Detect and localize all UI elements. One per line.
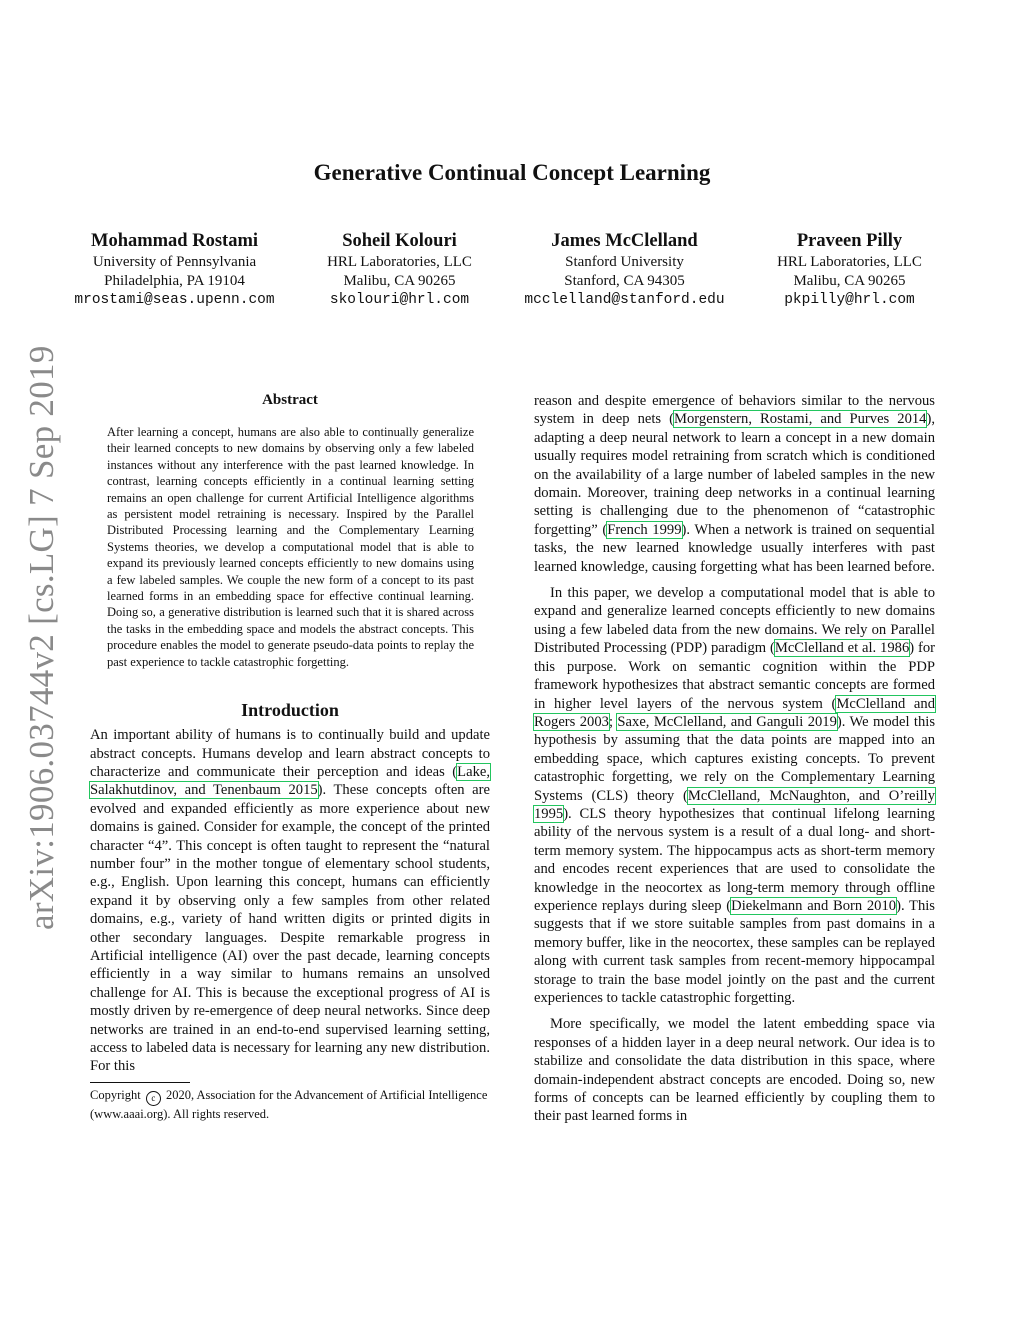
citation-link[interactable]: McClelland, McNaughton, and O’reilly 1995 xyxy=(534,787,935,822)
text-run: ). When a network is trained on sequential tasks, the new learned knowledge usually interferes with past learned knowledge, causing forgetting what has been learned before. xyxy=(534,521,935,575)
author-2 xyxy=(287,230,512,310)
author-1 xyxy=(62,230,287,310)
left-column xyxy=(90,392,490,1122)
author-affiliation: HRL Laboratories, LLC xyxy=(327,254,472,270)
text-run: reason and despite emergence of behaviors similar to the nervous system in deep nets ( xyxy=(534,393,935,428)
text-run: ). We model this hypothesis by assuming that the data points are mapped into an embedding space, which captures existing concepts. To prevent catastrophic forgetting, we rely on the Complementary Learning Systems (CLS) theory ( xyxy=(534,713,936,804)
text-run: ). CLS theory hypothesizes that continual lifelong learning ability of the nervous system is a result of a dual long- and short-term memory system. The hippocampus acts as short-term memory and encodes recent experiences that are used to consolidate the knowledge in the neocortex as long-term memory through offline experience replays during sleep ( xyxy=(534,805,935,914)
author-name: Mohammad Rostami xyxy=(90,231,258,251)
text-run: ), adapting a deep neural network to learn a concept in a new domain usually requires model retraining from scratch which is conditioned on the availability of a large number of labeled samples in the new domain. Moreover, training deep networks in a continual learning setting is challenging due to the phenomenon of “catastrophic forgetting” ( xyxy=(534,411,935,538)
text-run: ) for this purpose. Work on semantic cognition within the PDP framework hypothesizes that abstract semantic concepts are formed in higher level layers of the nervous system ( xyxy=(534,640,935,712)
arxiv-identifier: arXiv:1906.03744v2 [cs.LG] 7 Sep 2019 xyxy=(22,345,61,930)
copyright-footnote xyxy=(90,1087,490,1122)
author-name: Praveen Pilly xyxy=(796,231,903,251)
author-email[interactable]: pkpilly@hrl.com xyxy=(784,292,915,308)
author-affiliation: Stanford University xyxy=(565,254,684,270)
citation-link[interactable]: Saxe, McClelland, and Ganguli 2019 xyxy=(617,713,837,730)
introduction-heading: Introduction xyxy=(241,700,339,721)
body-paragraph-1 xyxy=(534,392,935,576)
author-name: James McClelland xyxy=(551,231,698,251)
introduction-paragraph-1 xyxy=(90,726,490,1076)
author-location: Malibu, CA 90265 xyxy=(793,272,906,289)
body-paragraph-3: More specifically, we model the latent embedding space via responses of a hidden layer in a deep neural network. Our idea is to stabilize and consolidate the data distribution in this space, where domain-independent abstract concepts are encoded. Doing so, new forms of concepts can be learned efficiently by coupling them to their past learned forms in xyxy=(534,1016,935,1125)
abstract-heading: Abstract xyxy=(262,392,318,408)
footnote-divider xyxy=(90,1082,190,1083)
citation-link[interactable]: McClelland and Rogers 2003 xyxy=(534,695,935,730)
text-run: An important ability of humans is to continually build and update abstract concepts. Humans develop and learn abstract concepts to characterize and communicate their perception and ideas ( xyxy=(90,727,490,780)
author-location: Malibu, CA 90265 xyxy=(343,272,456,289)
author-3 xyxy=(512,230,737,310)
citation-link[interactable]: Morgenstern, Rostami, and Purves 2014 xyxy=(674,411,927,428)
abstract-text: After learning a concept, humans are also able to continually generalize their learned concepts to new domains by observing only a few labeled instances without any interference with the past learned knowledge. In contrast, learning concepts efficiently in a continual learning setting remains an open challenge for current Artificial Intelligence algorithms as persistent model retraining is necessary. Inspired by the Parallel Distributed Processing learning and the Complementary Learning Systems theories, we develop a computational model that is able to expand its previously learned concepts efficiently to new domains using a few labeled samples. We couple the new form of a concept to its past learned forms in an embedding space for effective continual learning. Doing so, a generative distribution is learned such that it is shared across the tasks in the embedding space and models the abstract concepts. This procedure enables the model to generate pseudo-data points to replay the past experience to tackle catastrophic forgetting. xyxy=(107,425,474,669)
author-4 xyxy=(737,230,962,310)
author-email[interactable]: skolouri@hrl.com xyxy=(329,292,470,308)
text-run: ; xyxy=(608,713,618,730)
author-affiliation: University of Pennsylvania xyxy=(92,254,257,270)
author-block xyxy=(62,230,962,310)
citation-link[interactable]: Diekelmann and Born 2010 xyxy=(731,897,897,914)
author-location: Stanford, CA 94305 xyxy=(564,272,685,289)
author-name: Soheil Kolouri xyxy=(342,231,457,251)
author-email[interactable]: mrostami@seas.upenn.com xyxy=(74,292,275,308)
text-run: ). This suggests that if we store suitable samples from past domains in a memory buffer, like in the neocortex, these samples can be replayed along with current task samples from recent-memory hippocampal storage to train the base model jointly on the past and the current experiences to tackle catastrophic forgetting. xyxy=(534,897,935,1006)
author-email[interactable]: mcclelland@stanford.edu xyxy=(524,292,725,308)
citation-link[interactable]: McClelland et al. 1986 xyxy=(774,640,910,657)
citation-link[interactable]: French 1999 xyxy=(607,521,682,538)
citation-link[interactable]: Lake, Salakhutdinov, and Tenenbaum 2015 xyxy=(90,763,490,799)
footnote-prefix: Copyright xyxy=(90,1087,141,1102)
copyright-icon: c xyxy=(146,1091,161,1106)
author-location: Philadelphia, PA 19104 xyxy=(104,272,245,289)
author-affiliation: HRL Laboratories, LLC xyxy=(777,254,922,270)
text-run: In this paper, we develop a computational model that is able to expand and generalize learned concepts efficiently to new domains using a few labeled data from the new domains. We rely on Parallel Distributed Processing (PDP) paradigm ( xyxy=(534,585,935,657)
body-paragraph-2 xyxy=(534,584,935,1007)
footnote-text: 2020, Association for the Advancement of Artificial Intelligence (www.aaai.org). All rights reserved. xyxy=(90,1087,488,1121)
paper-title: Generative Continual Concept Learning xyxy=(313,160,711,185)
right-column xyxy=(534,392,935,1126)
text-run: ). These concepts often are evolved and expanded efficiently as more experience about new domains is gained. Consider for example, the concept of the printed character “4”. This concept is often taught to represent the “natural number four” in the mother tongue of elementary school students, e.g., English. Upon learning this concept, humans can efficiently expand it by observing only a few samples from other related domains, e.g., variety of hand written digits or printed digits in other secondary languages. Despite remarkable progress in Artificial intelligence (AI) over the past decade, learning concepts efficiently in a way similar to humans remains an unsolved challenge for AI. This is because the exceptional progress of AI is mostly driven by re-emergence of deep neural networks. Since deep networks are trained in an end-to-end supervised learning setting, access to labeled data is necessary for learning any new distribution. For this xyxy=(90,782,490,1075)
